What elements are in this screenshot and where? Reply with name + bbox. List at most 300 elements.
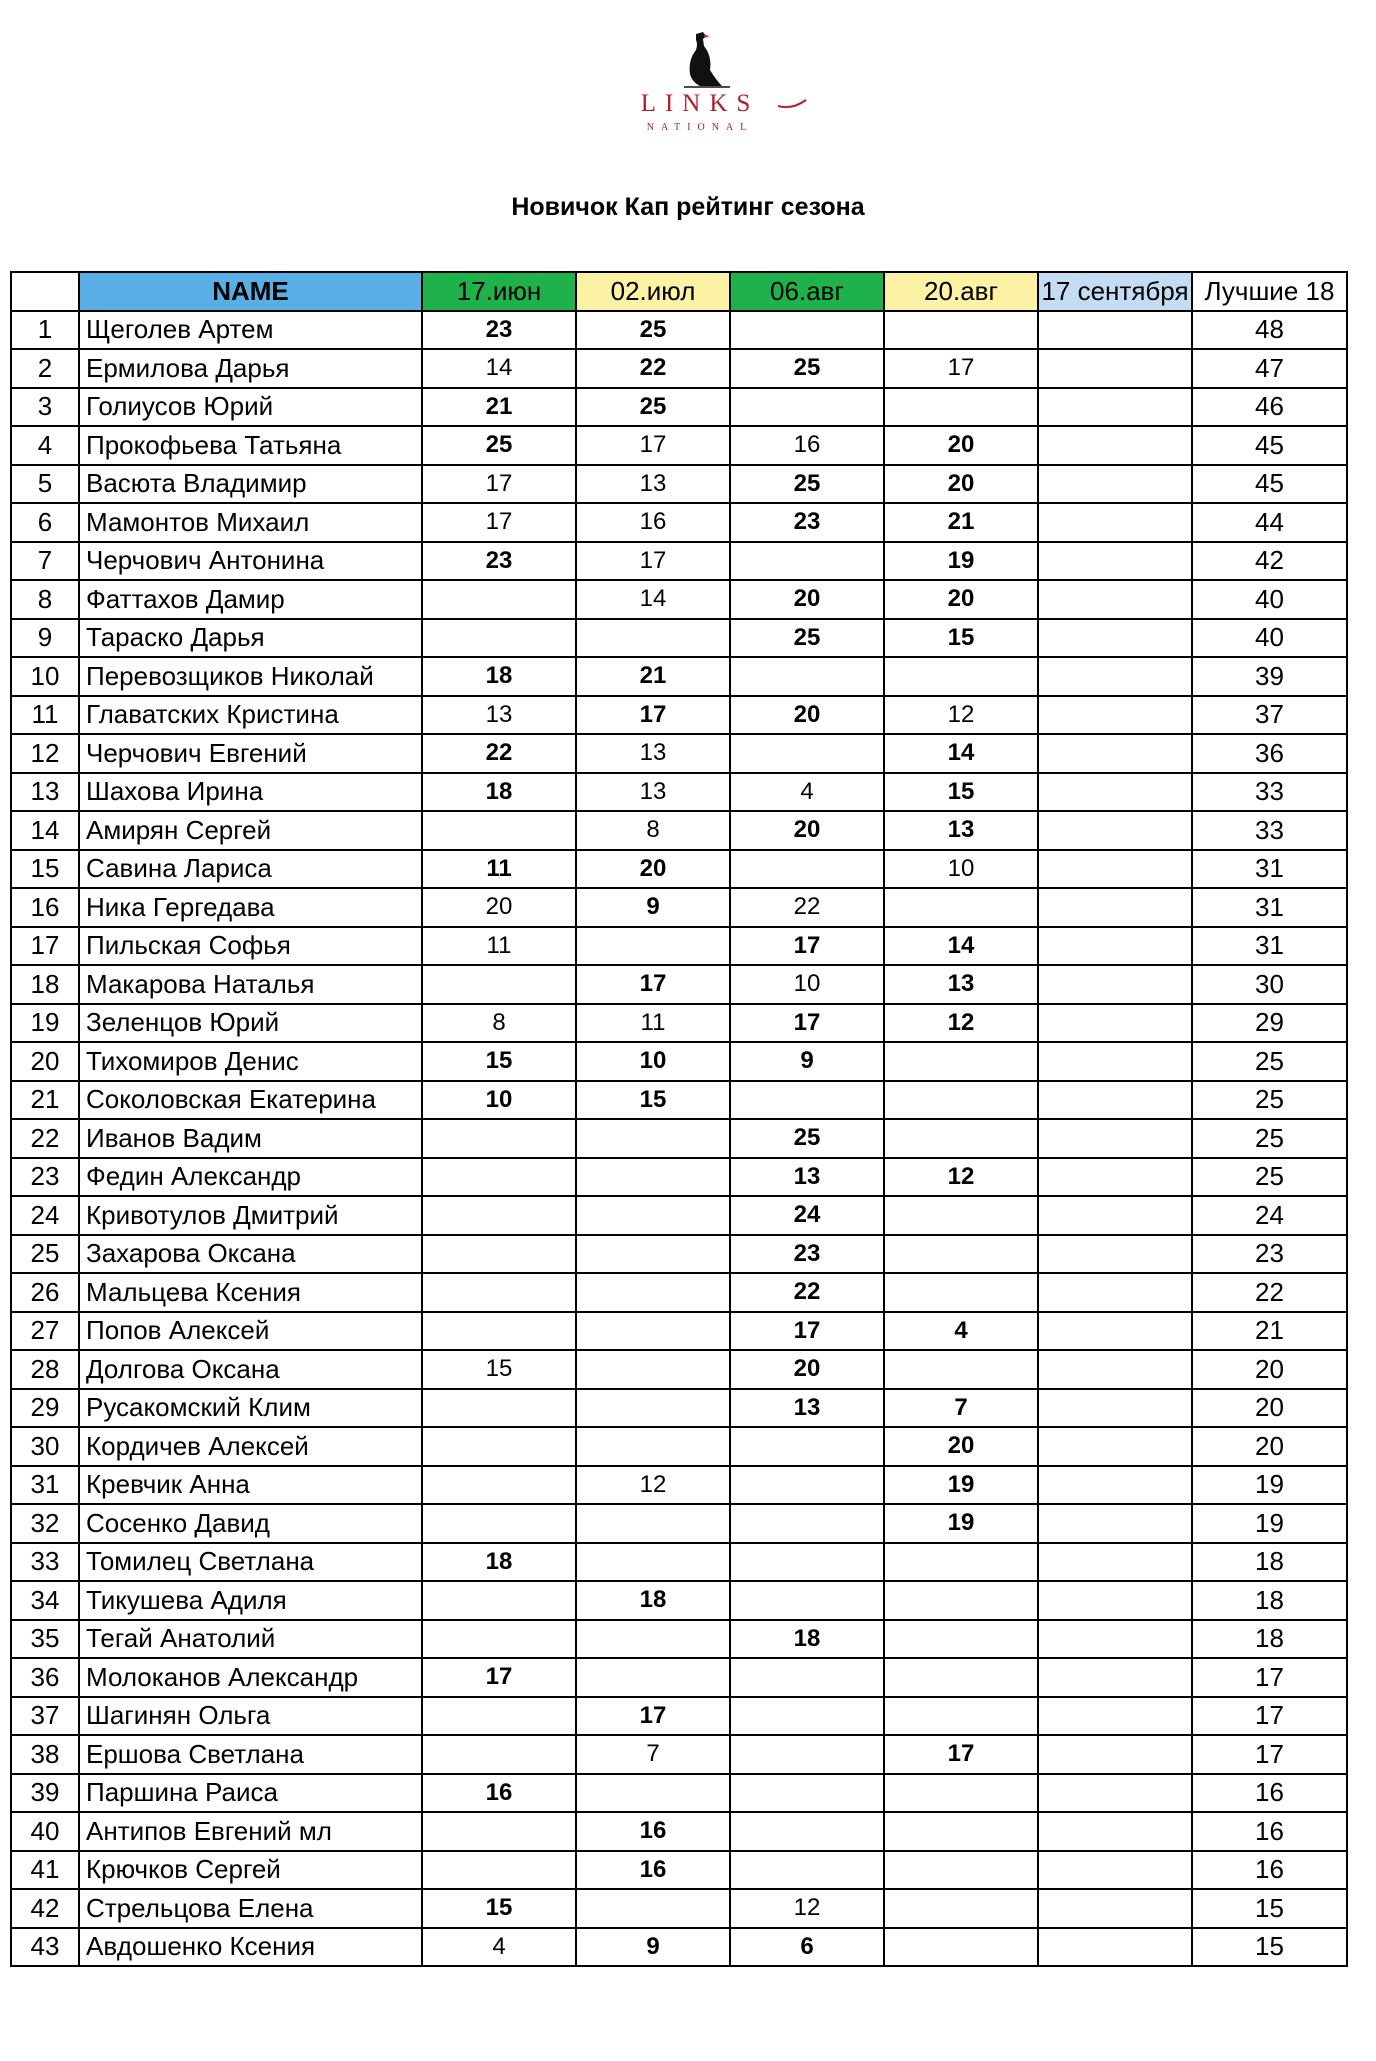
rank-cell: 4 <box>11 426 79 465</box>
player-name-cell: Кривотулов Дмитрий <box>79 1196 422 1235</box>
score-cell <box>1038 1312 1192 1351</box>
rank-cell: 17 <box>11 927 79 966</box>
score-cell: 20 <box>884 580 1038 619</box>
score-cell <box>884 1196 1038 1235</box>
table-row <box>11 1235 1347 1274</box>
table-row <box>11 1928 1347 1967</box>
player-name-cell: Голиусов Юрий <box>79 388 422 427</box>
score-cell <box>884 388 1038 427</box>
score-cell <box>422 1581 576 1620</box>
score-cell <box>730 1581 884 1620</box>
score-cell: 4 <box>884 1312 1038 1351</box>
score-cell <box>1038 734 1192 773</box>
header-date-17-jun: 17.июн <box>422 272 576 311</box>
score-cell: 23 <box>730 503 884 542</box>
score-cell <box>1038 349 1192 388</box>
score-cell: 7 <box>576 1735 730 1774</box>
score-cell <box>1038 1851 1192 1890</box>
best-total-cell: 25 <box>1192 1158 1347 1197</box>
score-cell <box>422 1851 576 1890</box>
score-cell: 15 <box>422 1889 576 1928</box>
score-cell: 8 <box>422 1004 576 1043</box>
score-cell: 24 <box>730 1196 884 1235</box>
score-cell <box>884 1235 1038 1274</box>
rank-cell: 22 <box>11 1119 79 1158</box>
player-name-cell: Главатских Кристина <box>79 696 422 735</box>
score-cell <box>576 1312 730 1351</box>
score-cell: 17 <box>576 965 730 1004</box>
score-cell <box>884 1851 1038 1890</box>
rank-cell: 19 <box>11 1004 79 1043</box>
best-total-cell: 37 <box>1192 696 1347 735</box>
table-row <box>11 1774 1347 1813</box>
score-cell: 18 <box>422 773 576 812</box>
rank-cell: 16 <box>11 888 79 927</box>
score-cell: 10 <box>576 1042 730 1081</box>
best-total-cell: 24 <box>1192 1196 1347 1235</box>
best-total-cell: 39 <box>1192 657 1347 696</box>
score-cell <box>422 965 576 1004</box>
score-cell: 6 <box>730 1928 884 1967</box>
table-row <box>11 965 1347 1004</box>
score-cell <box>576 1235 730 1274</box>
score-cell: 17 <box>422 1658 576 1697</box>
score-cell: 14 <box>576 580 730 619</box>
rank-cell: 11 <box>11 696 79 735</box>
rank-cell: 41 <box>11 1851 79 1890</box>
score-cell <box>884 657 1038 696</box>
table-row <box>11 657 1347 696</box>
links-national-logo <box>600 30 800 140</box>
rank-cell: 23 <box>11 1158 79 1197</box>
player-name-cell: Черчович Антонина <box>79 542 422 581</box>
score-cell <box>576 1620 730 1659</box>
player-name-cell: Федин Александр <box>79 1158 422 1197</box>
table-row <box>11 1389 1347 1428</box>
score-cell: 22 <box>422 734 576 773</box>
score-cell: 21 <box>884 503 1038 542</box>
score-cell <box>1038 1928 1192 1967</box>
score-cell: 13 <box>730 1389 884 1428</box>
rank-cell: 10 <box>11 657 79 696</box>
score-cell <box>730 734 884 773</box>
player-name-cell: Зеленцов Юрий <box>79 1004 422 1043</box>
score-cell: 25 <box>576 388 730 427</box>
score-cell: 15 <box>576 1081 730 1120</box>
score-cell <box>576 1273 730 1312</box>
score-cell <box>576 1774 730 1813</box>
rank-cell: 7 <box>11 542 79 581</box>
score-cell: 7 <box>884 1389 1038 1428</box>
rank-cell: 24 <box>11 1196 79 1235</box>
best-total-cell: 33 <box>1192 773 1347 812</box>
score-cell: 25 <box>730 465 884 504</box>
score-cell <box>884 1081 1038 1120</box>
score-cell <box>576 1389 730 1428</box>
score-cell: 16 <box>576 503 730 542</box>
player-name-cell: Сосенко Давид <box>79 1504 422 1543</box>
score-cell <box>730 1427 884 1466</box>
table-row <box>11 1119 1347 1158</box>
rank-cell: 21 <box>11 1081 79 1120</box>
swoosh-icon <box>778 98 808 112</box>
rank-cell: 29 <box>11 1389 79 1428</box>
score-cell: 25 <box>576 311 730 350</box>
table-row <box>11 1196 1347 1235</box>
table-row <box>11 1081 1347 1120</box>
score-cell <box>730 311 884 350</box>
score-cell: 9 <box>576 1928 730 1967</box>
table-row <box>11 1158 1347 1197</box>
score-cell <box>1038 619 1192 658</box>
player-name-cell: Амирян Сергей <box>79 811 422 850</box>
best-total-cell: 45 <box>1192 426 1347 465</box>
score-cell: 18 <box>576 1581 730 1620</box>
player-name-cell: Макарова Наталья <box>79 965 422 1004</box>
score-cell <box>1038 311 1192 350</box>
score-cell <box>1038 1889 1192 1928</box>
rank-cell: 25 <box>11 1235 79 1274</box>
best-total-cell: 31 <box>1192 850 1347 889</box>
score-cell <box>730 1081 884 1120</box>
rank-cell: 30 <box>11 1427 79 1466</box>
rank-cell: 5 <box>11 465 79 504</box>
player-name-cell: Захарова Оксана <box>79 1235 422 1274</box>
best-total-cell: 48 <box>1192 311 1347 350</box>
best-total-cell: 15 <box>1192 1928 1347 1967</box>
player-name-cell: Авдошенко Ксения <box>79 1928 422 1967</box>
score-cell: 23 <box>422 311 576 350</box>
best-total-cell: 45 <box>1192 465 1347 504</box>
header-date-06-aug: 06.авг <box>730 272 884 311</box>
player-name-cell: Паршина Раиса <box>79 1774 422 1813</box>
best-total-cell: 16 <box>1192 1851 1347 1890</box>
score-cell: 16 <box>576 1812 730 1851</box>
best-total-cell: 25 <box>1192 1042 1347 1081</box>
header-date-20-aug: 20.авг <box>884 272 1038 311</box>
table-row <box>11 1889 1347 1928</box>
score-cell <box>884 1620 1038 1659</box>
score-cell: 12 <box>884 1158 1038 1197</box>
best-total-cell: 25 <box>1192 1081 1347 1120</box>
table-row <box>11 388 1347 427</box>
best-total-cell: 31 <box>1192 888 1347 927</box>
score-cell: 18 <box>730 1620 884 1659</box>
score-cell <box>730 1735 884 1774</box>
score-cell: 23 <box>422 542 576 581</box>
rank-cell: 6 <box>11 503 79 542</box>
logo-wordmark: LINKS <box>640 90 760 117</box>
score-cell <box>884 1581 1038 1620</box>
score-cell <box>576 1889 730 1928</box>
best-total-cell: 19 <box>1192 1466 1347 1505</box>
score-cell <box>1038 503 1192 542</box>
score-cell: 22 <box>730 1273 884 1312</box>
header-date-02-jul: 02.июл <box>576 272 730 311</box>
score-cell <box>422 811 576 850</box>
score-cell <box>1038 1812 1192 1851</box>
score-cell <box>422 1235 576 1274</box>
score-cell <box>1038 1119 1192 1158</box>
rank-cell: 32 <box>11 1504 79 1543</box>
score-cell: 20 <box>884 426 1038 465</box>
score-cell <box>730 1774 884 1813</box>
player-name-cell: Томилец Светлана <box>79 1543 422 1582</box>
score-cell: 18 <box>422 657 576 696</box>
score-cell: 25 <box>422 426 576 465</box>
score-cell <box>576 1196 730 1235</box>
best-total-cell: 20 <box>1192 1427 1347 1466</box>
table-row <box>11 1350 1347 1389</box>
best-total-cell: 22 <box>1192 1273 1347 1312</box>
score-cell <box>1038 696 1192 735</box>
rank-cell: 28 <box>11 1350 79 1389</box>
score-cell <box>422 1312 576 1351</box>
best-total-cell: 42 <box>1192 542 1347 581</box>
score-cell <box>422 1466 576 1505</box>
score-cell <box>1038 1350 1192 1389</box>
score-cell: 15 <box>422 1350 576 1389</box>
score-cell <box>422 1735 576 1774</box>
table-row <box>11 1273 1347 1312</box>
rank-cell: 20 <box>11 1042 79 1081</box>
rank-cell: 38 <box>11 1735 79 1774</box>
header-name: NAME <box>79 272 422 311</box>
score-cell <box>1038 1581 1192 1620</box>
score-cell: 11 <box>422 927 576 966</box>
table-row <box>11 850 1347 889</box>
score-cell <box>884 1273 1038 1312</box>
best-total-cell: 18 <box>1192 1620 1347 1659</box>
score-cell: 14 <box>884 927 1038 966</box>
score-cell <box>1038 465 1192 504</box>
score-cell <box>1038 965 1192 1004</box>
score-cell <box>1038 1042 1192 1081</box>
score-cell <box>884 311 1038 350</box>
score-cell <box>1038 657 1192 696</box>
score-cell: 17 <box>884 349 1038 388</box>
rank-cell: 27 <box>11 1312 79 1351</box>
table-row <box>11 542 1347 581</box>
score-cell: 11 <box>422 850 576 889</box>
score-cell <box>1038 1543 1192 1582</box>
score-cell <box>422 619 576 658</box>
player-name-cell: Тегай Анатолий <box>79 1620 422 1659</box>
table-row <box>11 1735 1347 1774</box>
rank-cell: 18 <box>11 965 79 1004</box>
score-cell <box>422 1812 576 1851</box>
score-cell <box>1038 542 1192 581</box>
player-name-cell: Черчович Евгений <box>79 734 422 773</box>
table-row <box>11 619 1347 658</box>
score-cell: 17 <box>576 426 730 465</box>
score-cell <box>884 1658 1038 1697</box>
player-name-cell: Крючков Сергей <box>79 1851 422 1890</box>
score-cell: 12 <box>730 1889 884 1928</box>
player-name-cell: Шагинян Ольга <box>79 1697 422 1736</box>
score-cell <box>422 1620 576 1659</box>
score-cell: 17 <box>422 503 576 542</box>
score-cell <box>422 1158 576 1197</box>
score-cell: 17 <box>576 696 730 735</box>
player-name-cell: Ника Гергедава <box>79 888 422 927</box>
score-cell: 16 <box>730 426 884 465</box>
player-name-cell: Долгова Оксана <box>79 1350 422 1389</box>
score-cell <box>1038 1658 1192 1697</box>
table-row <box>11 1581 1347 1620</box>
score-cell <box>576 1658 730 1697</box>
score-cell <box>1038 850 1192 889</box>
rank-cell: 8 <box>11 580 79 619</box>
best-total-cell: 29 <box>1192 1004 1347 1043</box>
player-name-cell: Кревчик Анна <box>79 1466 422 1505</box>
score-cell <box>730 1851 884 1890</box>
score-cell: 20 <box>884 465 1038 504</box>
table-row <box>11 1466 1347 1505</box>
score-cell <box>884 1042 1038 1081</box>
score-cell: 15 <box>422 1042 576 1081</box>
score-cell: 12 <box>884 1004 1038 1043</box>
score-cell: 14 <box>884 734 1038 773</box>
score-cell <box>422 1119 576 1158</box>
score-cell <box>1038 888 1192 927</box>
score-cell <box>1038 927 1192 966</box>
player-name-cell: Васюта Владимир <box>79 465 422 504</box>
table-row <box>11 580 1347 619</box>
score-cell: 16 <box>576 1851 730 1890</box>
table-row <box>11 734 1347 773</box>
table-row <box>11 811 1347 850</box>
score-cell: 17 <box>884 1735 1038 1774</box>
score-cell <box>422 1389 576 1428</box>
table-row <box>11 888 1347 927</box>
best-total-cell: 16 <box>1192 1774 1347 1813</box>
score-cell <box>1038 1273 1192 1312</box>
best-total-cell: 15 <box>1192 1889 1347 1928</box>
rank-cell: 36 <box>11 1658 79 1697</box>
table-row <box>11 349 1347 388</box>
score-cell <box>422 1427 576 1466</box>
best-total-cell: 47 <box>1192 349 1347 388</box>
rank-cell: 13 <box>11 773 79 812</box>
score-cell <box>422 580 576 619</box>
best-total-cell: 21 <box>1192 1312 1347 1351</box>
score-cell: 19 <box>884 1504 1038 1543</box>
score-cell <box>884 1928 1038 1967</box>
score-cell: 25 <box>730 349 884 388</box>
score-cell: 17 <box>576 1697 730 1736</box>
score-cell: 13 <box>884 965 1038 1004</box>
table-row <box>11 311 1347 350</box>
rank-cell: 31 <box>11 1466 79 1505</box>
player-name-cell: Мальцева Ксения <box>79 1273 422 1312</box>
page-title: Новичок Кап рейтинг сезона <box>511 193 865 221</box>
score-cell <box>730 388 884 427</box>
score-cell: 13 <box>422 696 576 735</box>
rank-cell: 39 <box>11 1774 79 1813</box>
table-body <box>11 311 1347 1967</box>
score-cell: 12 <box>576 1466 730 1505</box>
player-name-cell: Щеголев Артем <box>79 311 422 350</box>
table-row <box>11 1042 1347 1081</box>
player-name-cell: Пильская Софья <box>79 927 422 966</box>
score-cell: 9 <box>576 888 730 927</box>
rank-cell: 33 <box>11 1543 79 1582</box>
rating-table <box>10 271 1348 1967</box>
score-cell: 16 <box>422 1774 576 1813</box>
table-row <box>11 773 1347 812</box>
player-name-cell: Прокофьева Татьяна <box>79 426 422 465</box>
score-cell <box>1038 1196 1192 1235</box>
score-cell: 22 <box>730 888 884 927</box>
player-name-cell: Попов Алексей <box>79 1312 422 1351</box>
score-cell <box>884 1350 1038 1389</box>
score-cell <box>1038 1774 1192 1813</box>
score-cell <box>1038 580 1192 619</box>
table-row <box>11 1312 1347 1351</box>
bird-emblem-icon <box>600 30 800 92</box>
rank-cell: 34 <box>11 1581 79 1620</box>
score-cell: 15 <box>884 773 1038 812</box>
table-row <box>11 1004 1347 1043</box>
score-cell <box>884 888 1038 927</box>
score-cell <box>576 1543 730 1582</box>
score-cell <box>1038 1697 1192 1736</box>
score-cell <box>576 1504 730 1543</box>
best-total-cell: 40 <box>1192 619 1347 658</box>
best-total-cell: 16 <box>1192 1812 1347 1851</box>
rank-cell: 2 <box>11 349 79 388</box>
score-cell: 17 <box>576 542 730 581</box>
score-cell <box>884 1119 1038 1158</box>
best-total-cell: 19 <box>1192 1504 1347 1543</box>
score-cell <box>422 1273 576 1312</box>
score-cell: 13 <box>884 811 1038 850</box>
best-total-cell: 30 <box>1192 965 1347 1004</box>
score-cell: 10 <box>422 1081 576 1120</box>
score-cell: 20 <box>730 580 884 619</box>
score-cell: 11 <box>576 1004 730 1043</box>
rank-cell: 42 <box>11 1889 79 1928</box>
score-cell <box>576 1158 730 1197</box>
score-cell <box>422 1196 576 1235</box>
score-cell <box>1038 1389 1192 1428</box>
score-cell: 21 <box>576 657 730 696</box>
score-cell: 13 <box>730 1158 884 1197</box>
rank-cell: 26 <box>11 1273 79 1312</box>
score-cell: 23 <box>730 1235 884 1274</box>
score-cell <box>1038 1004 1192 1043</box>
score-cell <box>884 1697 1038 1736</box>
score-cell <box>1038 1466 1192 1505</box>
player-name-cell: Иванов Вадим <box>79 1119 422 1158</box>
score-cell: 13 <box>576 734 730 773</box>
header-date-17-sep: 17 сентября <box>1038 272 1192 311</box>
rank-cell: 12 <box>11 734 79 773</box>
table-row <box>11 1504 1347 1543</box>
score-cell <box>576 1427 730 1466</box>
score-cell: 25 <box>730 1119 884 1158</box>
score-cell <box>1038 1620 1192 1659</box>
player-name-cell: Тихомиров Денис <box>79 1042 422 1081</box>
score-cell <box>730 850 884 889</box>
table-row <box>11 1543 1347 1582</box>
rank-cell: 15 <box>11 850 79 889</box>
score-cell <box>730 1543 884 1582</box>
score-cell: 19 <box>884 1466 1038 1505</box>
score-cell: 21 <box>422 388 576 427</box>
score-cell <box>1038 1735 1192 1774</box>
